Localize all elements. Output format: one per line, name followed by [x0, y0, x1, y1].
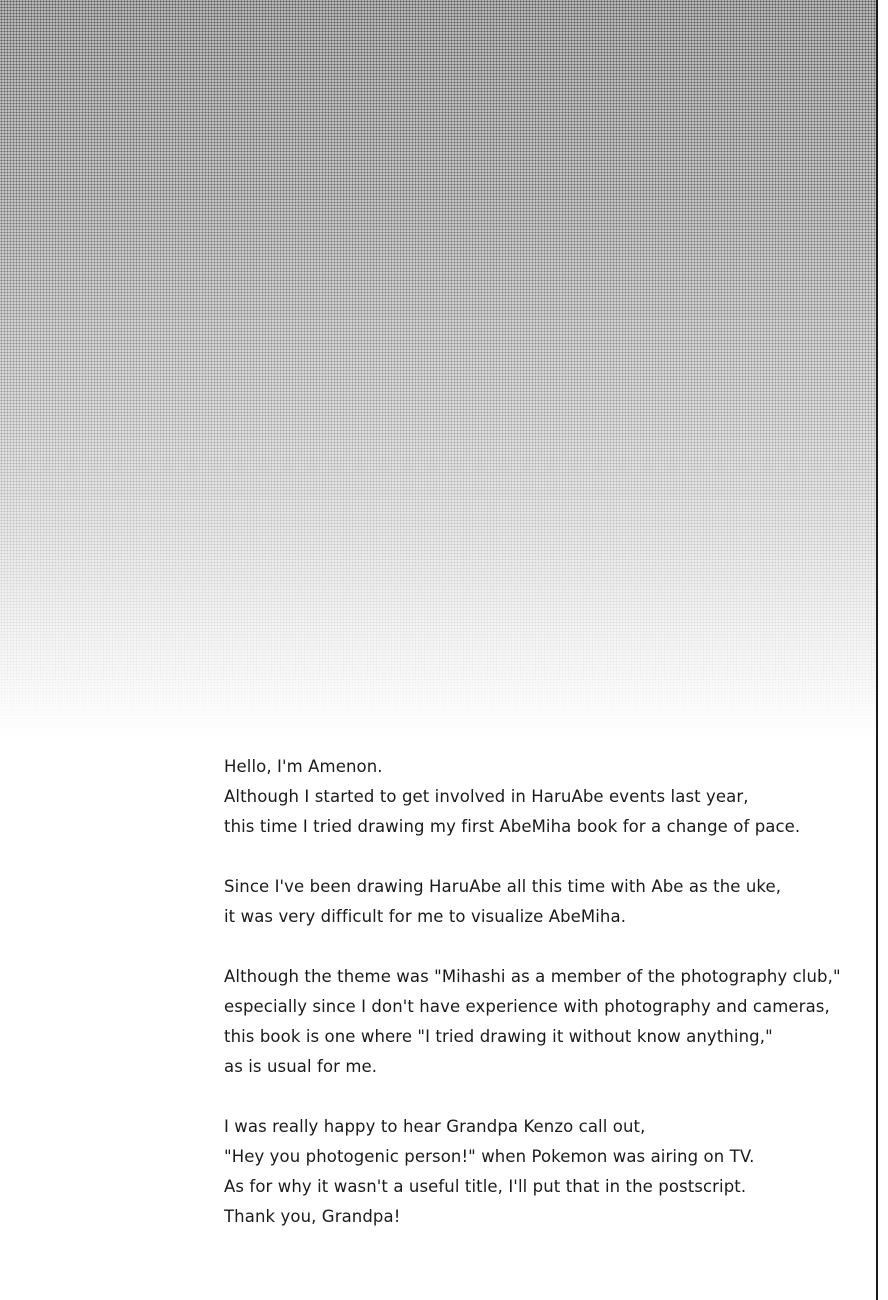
text-line: Since I've been drawing HaruAbe all this time with Abe as the uke, [224, 877, 782, 896]
paragraph-theme [224, 962, 841, 1082]
text-line: Hello, I'm Amenon. [224, 757, 383, 776]
text-line: Although the theme was "Mihashi as a member of the photography club," [224, 967, 841, 986]
text-line: this book is one where "I tried drawing it without know anything," [224, 1027, 773, 1046]
text-line: especially since I don't have experience with photography and cameras, [224, 997, 830, 1016]
paragraph-greeting [224, 752, 824, 842]
page-edge-line [876, 0, 878, 1300]
text-line: Although I started to get involved in HaruAbe events last year, [224, 787, 749, 806]
text-line: "Hey you photogenic person!" when Pokemon was airing on TV. [224, 1147, 755, 1166]
page-margin [878, 0, 888, 1300]
text-line: Thank you, Grandpa! [224, 1207, 401, 1226]
text-line: as is usual for me. [224, 1057, 378, 1076]
afterword-text [224, 752, 841, 1262]
text-line: this time I tried drawing my first AbeMiha book for a change of pace. [224, 817, 801, 836]
paragraph-grandpa [224, 1112, 824, 1232]
paragraph-haruabe [224, 872, 824, 932]
text-line: I was really happy to hear Grandpa Kenzo call out, [224, 1117, 646, 1136]
text-line: As for why it wasn't a useful title, I'll put that in the postscript. [224, 1177, 747, 1196]
text-line: it was very difficult for me to visualize AbeMiha. [224, 907, 627, 926]
